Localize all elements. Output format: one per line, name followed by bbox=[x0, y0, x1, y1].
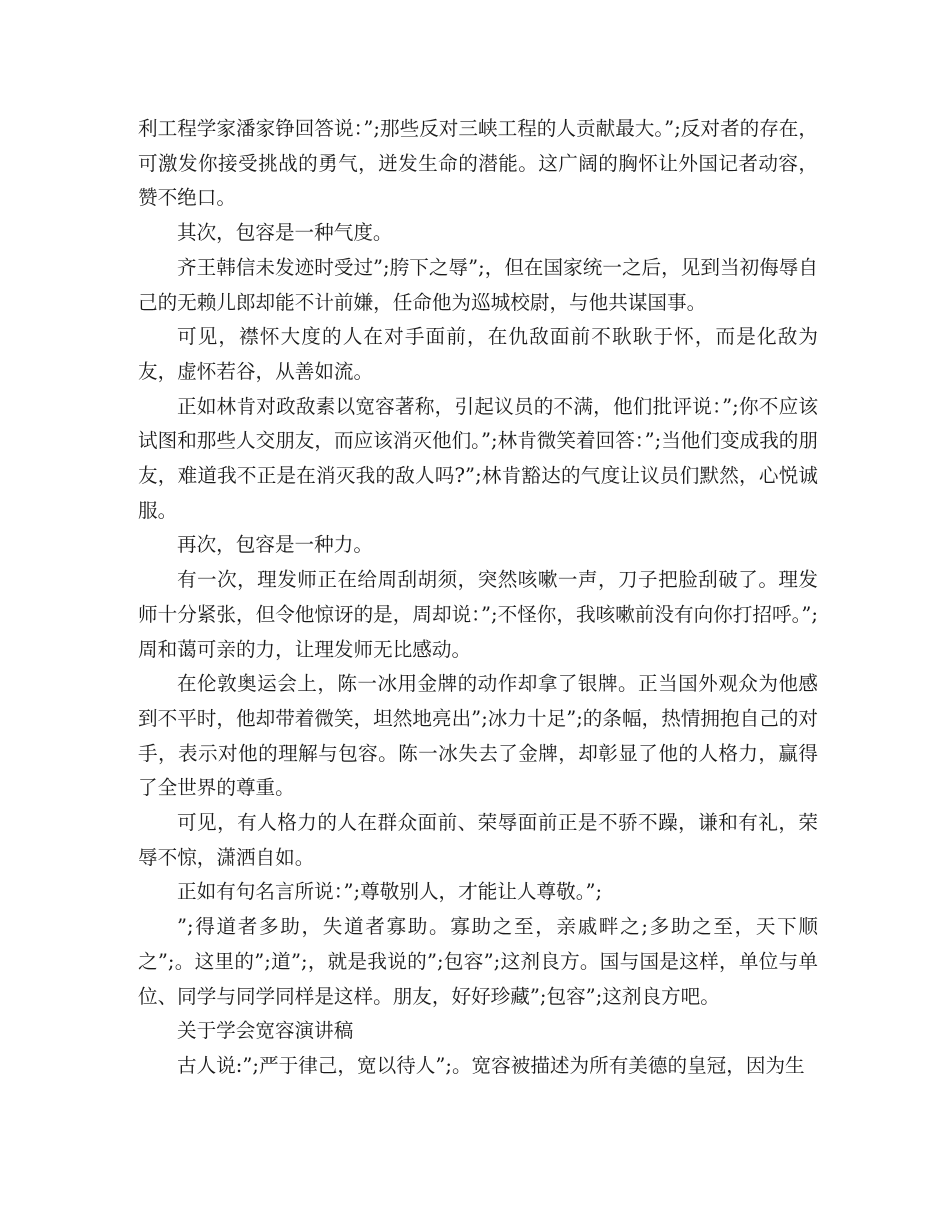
paragraph-6: 再次，包容是一种力。 bbox=[177, 533, 373, 557]
section-title: 关于学会宽容演讲稿 bbox=[177, 1019, 354, 1043]
paragraph-3: 齐王韩信未发迹时受过”;胯下之辱”;，但在国家统一之后，见到当初侮辱自己的无赖儿郎却能不计前嫌，任命他为巡城校尉，与他共谋国事。 bbox=[138, 255, 818, 314]
paragraph-10: 正如有句名言所说：”;尊敬别人，才能让人尊敬。”; bbox=[177, 880, 603, 904]
paragraph-12: 古人说:”;严于律己，宽以待人”;。宽容被描述为所有美德的皇冠，因为生 bbox=[177, 1053, 805, 1077]
paragraph-5: 正如林肯对政敌素以宽容著称，引起议员的不满，他们批评说：”;你不应该试图和那些人交朋友，而应该消灭他们。”;林肯微笑着回答：”;当他们变成我的朋友，难道我不正是在消灭我的敌人吗?”;林肯豁达的气度让议员们默然，心悦诚服。 bbox=[138, 394, 818, 522]
paragraph-1: 利工程学家潘家铮回答说：”;那些反对三峡工程的人贡献最大。”;反对者的存在，可激发你接受挑战的勇气，迸发生命的潜能。这广阔的胸怀让外国记者动容，赞不绝口。 bbox=[138, 117, 818, 210]
paragraph-11: ”;得道者多助，失道者寡助。寡助之至，亲戚畔之;多助之至，天下顺之”;。这里的”;道”;，就是我说的”;包容”;这剂良方。国与国是这样，单位与单位、同学与同学同样是这样。朋友，好好珍藏”;包容”;这剂良方吧。 bbox=[138, 915, 818, 1008]
paragraph-4: 可见，襟怀大度的人在对手面前，在仇敌面前不耿耿于怀，而是化敌为友，虚怀若谷，从善如流。 bbox=[138, 325, 818, 383]
paragraph-9: 可见，有人格力的人在群众面前、荣辱面前正是不骄不躁，谦和有礼，荣辱不惊，潇洒自如。 bbox=[138, 811, 818, 869]
paragraph-8: 在伦敦奥运会上，陈一冰用金牌的动作却拿了银牌。正当国外观众为他感到不平时，他却带着微笑，坦然地亮出”;冰力十足”;的条幅，热情拥抱自己的对手，表示对他的理解与包容。陈一冰失去了金牌，却彰显了他的人格力，赢得了全世界的尊重。 bbox=[138, 672, 818, 800]
paragraph-7: 有一次，理发师正在给周刮胡须，突然咳嗽一声，刀子把脸刮破了。理发师十分紧张，但令他惊讶的是，周却说：”;不怪你，我咳嗽前没有向你打招呼。”;周和蔼可亲的力，让理发师无比感动。 bbox=[138, 568, 818, 661]
paragraph-2: 其次，包容是一种气度。 bbox=[177, 221, 393, 245]
document-body bbox=[138, 112, 818, 1084]
